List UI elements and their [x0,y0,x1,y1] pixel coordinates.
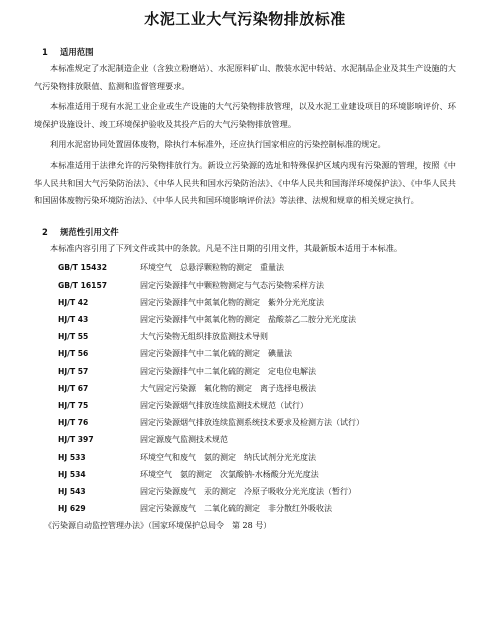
reference-title: 环境空气 氨的测定 次氯酸钠-水杨酸分光光度法 [140,469,319,479]
reference-row [58,466,456,483]
reference-title: 固定污染源烟气排放连续监测系统技术要求及检测方法（试行） [140,418,364,428]
reference-row [58,294,456,311]
reference-title: 大气污染物无组织排放监测技术导则 [140,332,268,342]
reference-row [58,449,456,466]
reference-code: HJ/T 397 [58,435,94,445]
section-title: 适用范围 [60,47,94,57]
reference-title: 大气固定污染源 氟化物的测定 离子选择电极法 [140,383,316,393]
reference-row [58,345,456,362]
paragraph: 利用水泥窑协同处置固体废物，除执行本标准外，还应执行国家相应的污染控制标准的规定。 [50,139,386,150]
reference-title: 固定污染源废气 汞的测定 冷原子吸收分光光度法（暂行） [140,486,356,496]
reference-code: HJ/T 55 [58,332,89,342]
section-number: 2 [42,226,48,237]
paragraph: 本标准适用于现有水泥工业企业或生产设施的大气污染物排放管理，以及水泥工业建设项目的环境影响评价、环境保护设施设计、竣工环境保护验收及其投产后的大气污染物排放管理。 [34,101,456,129]
reference-row [58,363,456,380]
reference-code: GB/T 16157 [58,280,108,290]
reference-row [58,277,456,294]
reference-row [58,380,456,397]
section-heading-scope [42,46,456,58]
reference-code: HJ/T 76 [58,418,89,428]
section-title: 规范性引用文件 [60,226,119,237]
reference-code: HJ 543 [58,486,86,496]
reference-row [58,311,456,328]
reference-title: 固定污染源排气中氮氧化物的测定 盐酸萘乙二胺分光光度法 [140,314,356,324]
reference-code: HJ 629 [58,504,86,514]
reference-list [58,259,456,517]
reference-title: 固定污染源排气中二氧化硫的测定 定电位电解法 [140,366,316,376]
reference-row [58,414,456,431]
section-heading-references [42,226,456,238]
reference-title: 固定污染源排气中颗粒物测定与气态污染物采样方法 [140,280,324,290]
reference-row [58,328,456,345]
reference-code: HJ/T 43 [58,314,89,324]
paragraph: 本标准内容引用了下列文件或其中的条款。凡是不注日期的引用文件，其最新版本适用于本标准。 [50,242,403,253]
reference-title: 固定污染源排气中二氧化硫的测定 碘量法 [140,349,292,359]
reference-code: HJ 533 [58,452,86,462]
reference-title: 环境空气 总悬浮颗粒物的测定 重量法 [140,263,284,273]
paragraph: 本标准规定了水泥制造企业（含独立粉磨站）、水泥原料矿山、散装水泥中转站、水泥制品企业及其生产设施的大气污染物排放限值、监测和监督管理要求。 [34,63,456,91]
reference-title: 环境空气和废气 氨的测定 纳氏试剂分光光度法 [140,452,316,462]
reference-row [58,259,456,276]
paragraph: 本标准适用于法律允许的污染物排放行为。新设立污染源的选址和特殊保护区域内现有污染源的管理，按照《中华人民共和国大气污染防治法》、《中华人民共和国水污染防治法》、《中华人民共和国海洋环境保护法》、《中华人民共和国固体废物污染环境防治法》、《中华人民共和国环境影响评价法》等法律、法规和规章的相关规定执行。 [34,159,456,206]
reference-title: 固定污染源废气 二氧化硫的测定 非分散红外吸收法 [140,504,332,514]
reference-row [58,397,456,414]
reference-row [58,500,456,517]
reference-title: 固定污染源烟气排放连续监测技术规范（试行） [140,400,308,410]
reference-row [58,431,456,448]
reference-title: 固定源废气监测技术规范 [140,435,228,445]
section-number: 1 [42,47,48,57]
reference-code: HJ/T 75 [58,400,89,410]
reference-code: HJ/T 42 [58,297,89,307]
reference-row [58,483,456,500]
reference-code: HJ 534 [58,469,86,479]
document-title: 水泥工业大气污染物排放标准 [144,10,346,28]
final-reference: 《污染源自动监控管理办法》（国家环境保护总局令 第 28 号） [44,521,272,531]
reference-code: HJ/T 56 [58,349,89,359]
reference-title: 固定污染源排气中氮氧化物的测定 紫外分光光度法 [140,297,324,307]
reference-code: GB/T 15432 [58,263,108,273]
reference-code: HJ/T 67 [58,383,89,393]
reference-code: HJ/T 57 [58,366,89,376]
